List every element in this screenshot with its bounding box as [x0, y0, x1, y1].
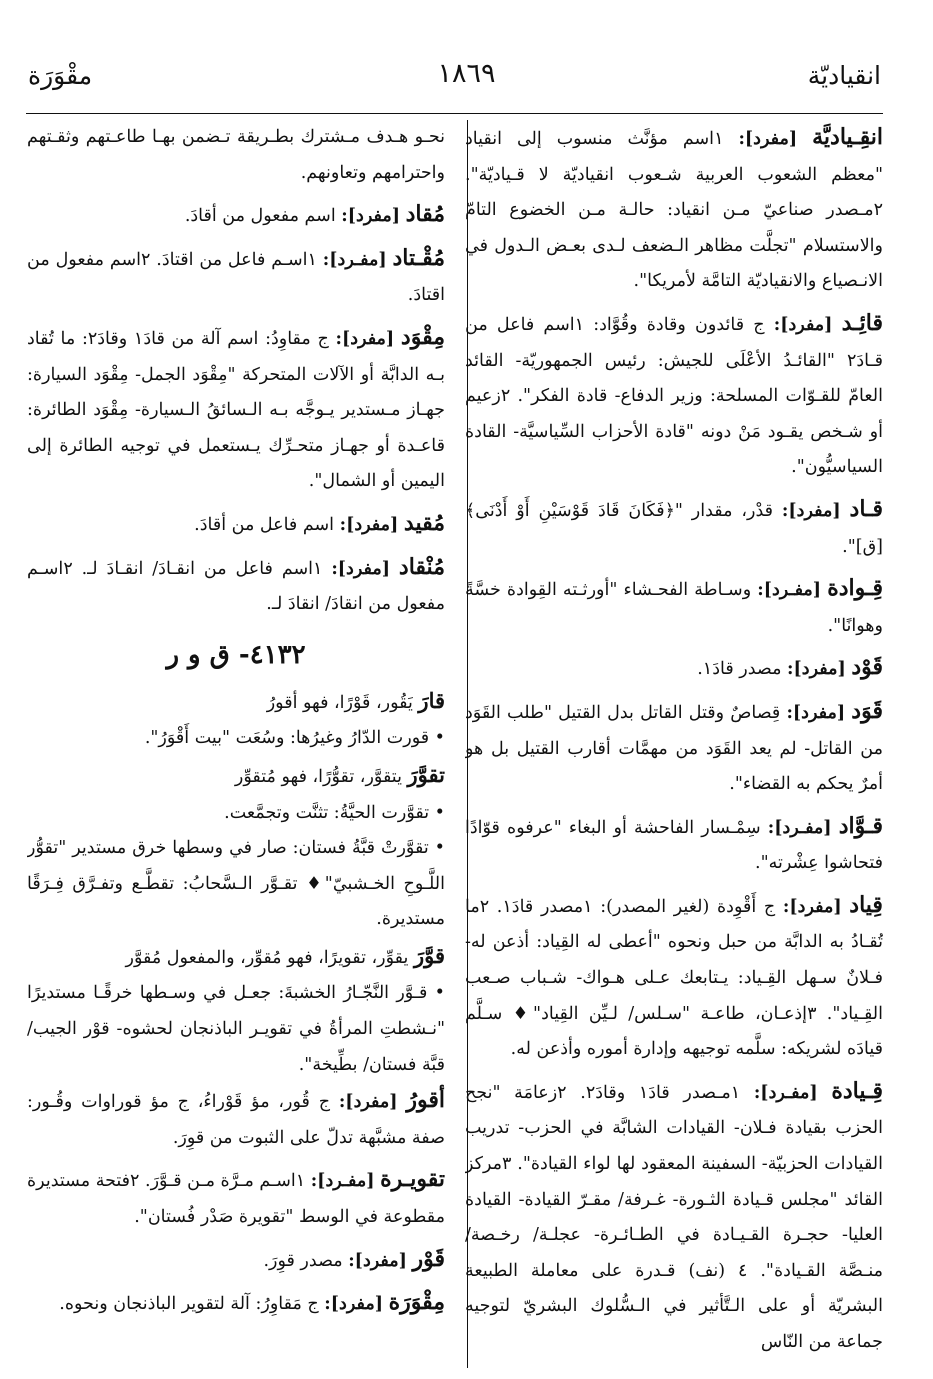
verb-headword: قارَ — [418, 687, 445, 713]
verb-forms: يقوِّر، تقويرًا، فهو مُقوِّر، والمفعول مُقوَّر — [125, 947, 409, 968]
verb-line — [27, 683, 445, 722]
entry-headword: أقورُ — [406, 1087, 445, 1114]
dictionary-entry — [465, 492, 883, 565]
entry-pos-tag: [مفرد]: — [324, 1294, 383, 1315]
entry-pos-tag: [مفرد]: — [338, 1092, 398, 1113]
header-first-word: انقياديّة — [807, 61, 881, 90]
verb-forms: يَقُور، قَوْرًا، فهو أقورُ — [266, 692, 413, 713]
entry-definition: اسم فاعل من أقادَ. — [194, 514, 335, 535]
entry-pos-tag: [مفرد]: — [773, 314, 833, 335]
root-heading: ٤١٣٢- ق و ر — [166, 639, 306, 670]
verb-sense — [27, 831, 445, 938]
dictionary-entry — [465, 120, 883, 300]
dictionary-entry — [27, 241, 445, 314]
entry-pos-tag: [مفرد]: — [738, 129, 798, 149]
verb-sense — [27, 796, 445, 832]
entry-definition: سِمْـسار الفاحشة أو البغاء "عرفوه قوّادًا فتحاشوا عِشْرته". — [465, 817, 883, 874]
entry-pos-tag: [مفرد]: — [786, 702, 846, 723]
entry-definition: ١اسـم فاعل من اقتادَ. ٢اسم مفعول من اقتادَ. — [27, 249, 445, 306]
entry-headword: مُقاد — [405, 201, 445, 228]
entry-definition: ١اسم فاعل من انقـادَ/ انقـادَ لـ. ٢اسـم مفعول من انقادَ/ انقادَ لـ. — [27, 558, 445, 615]
verb-headword: تقوَّرَ — [407, 761, 445, 787]
entry-definition: نحـو هـدف مـشترك بطـريقة تـضمن بهـا طاعـتهم وثقـتهم واحترامهم وتعاونهم. — [27, 127, 445, 183]
entry-pos-tag: [مفـرد]: — [753, 1082, 818, 1103]
dictionary-entry — [27, 1162, 445, 1235]
entry-headword: مُقيد — [403, 509, 445, 536]
verb-sense — [27, 976, 445, 1083]
sense-text: • قـوَّر النَّجّـارُ الخشبةَ: جعـل في وسـطها خرقًـا مستديرًا "نـشطتِ المرأةُ في تقويـر الباذنجان لحشوه- قوْر الجيب/ قبَّة فستان/ بطِّيخة". — [27, 983, 445, 1075]
entry-pos-tag: [مفـرد]: — [322, 249, 387, 270]
entry-headword: قَوْر — [412, 1245, 445, 1272]
entry-pos-tag: [مفرد]: — [341, 206, 400, 227]
dictionary-entry — [465, 694, 883, 803]
entry-pos-tag: [مفرد]: — [335, 328, 395, 349]
dictionary-entry — [27, 1242, 445, 1280]
dictionary-entry — [27, 1083, 445, 1156]
header-rule — [26, 113, 883, 114]
dictionary-entry — [465, 571, 883, 644]
entry-headword: قـوَّاد — [838, 812, 883, 839]
sense-text: • قورت الدّارُ وغيرُها: وسُعَت "بيت أَقْوَرُ". — [144, 728, 445, 749]
entry-headword: قَوَد — [851, 697, 883, 724]
entry-definition: ١اسم مؤنَّث منسوب إلى انقياد "معظم الشعوب العربية شـعوب انقياديّة لا قـياديّة". ٢مـصدر صناعيّ مـن انقياد: حالـة مـن الخضوع التامّ والاستسلام "تجلَّت مظاهر الـضعف لـدى بعـض الـدول في الانـصياع والانقياديّة التامَّة لأمريكا". — [465, 129, 883, 292]
header-last-word: مقْوَرَة — [28, 61, 93, 90]
left-column — [27, 120, 445, 1370]
entry-headword: انقِـياديَّة — [812, 124, 883, 150]
entry-definition: ج مقاوِدُ: اسم آلة من قادَ١ وقادَ٢: ما تُقاد بـه الدابَّة أو الآلات المتحركة "مِقْوَد الجمل- مِقْوَد السيارة: جهـاز مـستدير يـوجَّه بـه الـسائقُ الـسيارة- مِقْوَد الطائرة: قاعـدة أو جهـاز متحـرِّك يـستعمل في توجيه الطائرة إلى اليمين أو الشمال". — [27, 328, 445, 492]
entry-pos-tag: [مفـرد]: — [757, 580, 822, 601]
verb-forms: يتقوَّر، تقوُّرًا، فهو مُتقوِّر — [234, 766, 402, 787]
dictionary-entry — [465, 306, 883, 486]
entry-definition: قِصاصٌ وقتل القاتل بدل القتيل "طلب القَوَد من القاتل- لم يعد القَوَد من مهمَّات أقارب القتيل بل هو أمرٌ يحكم به القضاء". — [465, 702, 883, 795]
sense-text: • تقوَّرتْ قبَّةُ فستان: صار في وسطها خرق مستدير "تقوُّر اللَّـوحِ الخـشبيّ"♦ تقـوَّر الـسَّحابُ: تقطَّـع وتفـرَّق فِـرَقًا مستديرة. — [27, 838, 445, 930]
entry-definition: قدْر، مقدار "﴿فَكَانَ قَادَ قَوْسَيْنِ أَوْ أَدْنَى﴾ [ق]". — [465, 500, 883, 557]
entry-definition: اسم مفعول من أقادَ. — [184, 206, 336, 227]
entry-headword: قِياد — [849, 891, 883, 918]
entry-headword: قِـوادة — [827, 575, 883, 602]
dictionary-entry — [27, 197, 445, 235]
entry-definition: ج أَقْوِدة (لغير المصدر): ١مصدر قادَ١. ٢ما تُقـادُ به الدابَّة من حبل ونحوه "أعطى له القِياد: أذعن له- فـلانٌ سـهل القِـياد: يـتابعك عـلى هـواك- شـباب صـعب القِـياد". ٣إذعـان، طاعـة "سـلس/ لـيِّن القِياد"♦ سـلَّم قيادَه لشريكه: سلَّمه توجيهه وإدارة أموره وأذعن له. — [465, 896, 883, 1060]
verb-headword: قوَّرَ — [413, 942, 445, 968]
dictionary-entry — [465, 888, 883, 1068]
entry-headword: مُقْـتاد — [392, 244, 445, 271]
verb-sense — [27, 721, 445, 757]
entry-headword: قائِـد — [841, 309, 883, 336]
entry-definition: ج قُور، مؤ قَوْراءُ، ج مؤ قوراوات وقُـور: صفة مشبَّهة تدلّ على الثبوت من قوِرَ. — [27, 1092, 445, 1148]
entry-definition: مصدر قوِرَ. — [263, 1250, 343, 1271]
entry-definition: ١مـصدر قادَ١ وقادَ٢. ٢زعامَة "نجح الحزب بقيادة فـلان- القيادات الشابَّة في الحزب- تدريب القيادات الحزبيّة- السفينة المعقود لها لواء القيادة". ٣مركز القائد "مجلس قـيادة الثـورة- غـرفة/ مقـرّ القيادة- القيادة العليا- حجـرة القـيـادة في الطـائـرة- عجلـة/ رخـصة/ منـصَّة القـيادة". ٤ (نف) قـدرة على معاملة الطبيعة البشريّة أو على الـتَّأثير في الـسُّلوك البشريّ لتوجيه جماعة من النّاس — [465, 1082, 883, 1352]
verb-line — [27, 938, 445, 977]
dictionary-entry — [27, 1285, 445, 1323]
entry-pos-tag: [مفـرد]: — [767, 817, 832, 838]
dictionary-entry — [465, 809, 883, 882]
right-column — [465, 120, 883, 1370]
entry-pos-tag: [مفرد]: — [348, 1250, 407, 1271]
entry-headword: مِقْوَد — [400, 323, 445, 350]
entry-definition: ج قائدون وقادة وقُوَّاد: ١اسم فاعل من قـادَ٢ "القائـدُ الأعْلَى للجيش: رئيس الجمهوريّة- القائد العامّ للقـوّات المسلحة: وزير الدفاع- قادة الفكر". ٢زعيم أو شـخص يقـود مَنْ دونه "قادة الأحزاب السِّياسيَّة- القادة السياسيُّون". — [465, 314, 883, 478]
entry-definition: ١اسـم مـرَّة مـن قـوَّرَ. ٢فتحة مستديرة مقطوعة في الوسط "تقويرة صَدْر فُستان". — [27, 1171, 445, 1228]
sense-text: • تقوَّرت الحيَّةُ: تثنَّت وتجمَّعت. — [224, 802, 445, 823]
entry-headword: قِـيادة — [831, 1077, 883, 1104]
dictionary-entry — [27, 320, 445, 500]
entry-pos-tag: [مفرد]: — [339, 514, 399, 535]
entry-pos-tag: [مفرد]: — [787, 659, 846, 680]
entry-headword: تقويـرة — [380, 1166, 445, 1193]
verb-line — [27, 757, 445, 796]
entry-definition: وسـاطة الفحـشاء "أورثـته القِوادة خسَّةً وهوانًا". — [465, 580, 883, 636]
dictionary-entry — [465, 1074, 883, 1361]
entry-definition: ج مَقاوِرُ: آلة لتقوير الباذنجان ونحوه. — [59, 1294, 319, 1315]
dictionary-entry — [27, 506, 445, 544]
page-number: ١٨٦٩ — [437, 58, 496, 89]
dictionary-entry — [465, 650, 883, 688]
entry-headword: مِقْوَرَة — [388, 1289, 445, 1316]
entry-pos-tag: [مفـرد]: — [310, 1171, 375, 1192]
entry-headword: مُنْقاد — [398, 553, 445, 580]
entry-pos-tag: [مفرد]: — [331, 558, 391, 579]
entry-pos-tag: [مفرد]: — [781, 500, 841, 521]
entry-headword: قَوْد — [851, 654, 883, 681]
dictionary-entry — [27, 120, 445, 191]
entry-headword: قـاد — [849, 495, 883, 522]
dictionary-entry — [27, 550, 445, 623]
entry-pos-tag: [مفرد]: — [782, 896, 842, 917]
entry-definition: مصدر قادَ١. — [697, 659, 782, 680]
